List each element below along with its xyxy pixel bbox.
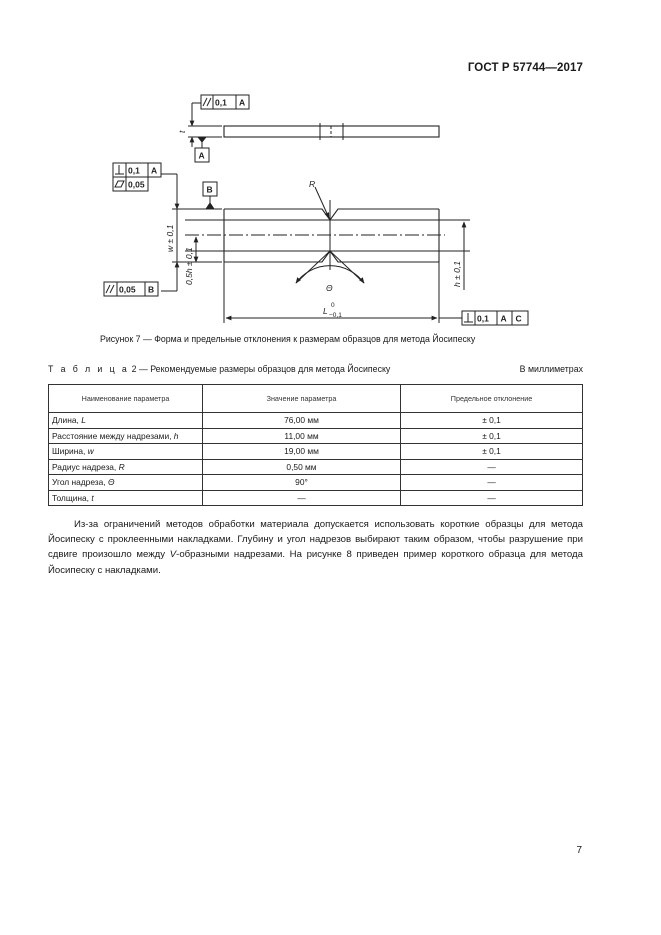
param-symbol: w — [87, 446, 94, 457]
figure-caption: Рисунок 7 — Форма и предельные отклонения к размерам образцов для метода Йосипеску — [100, 334, 476, 344]
param-symbol: L — [81, 415, 86, 426]
param-tolerance: — — [401, 490, 583, 506]
header-tolerance: Предельное отклонение — [401, 385, 583, 413]
param-name — [49, 459, 203, 475]
table-title-prefix: Т а б л и ц а — [48, 364, 130, 374]
paragraph-text — [48, 517, 583, 578]
specimen-drawing — [0, 0, 661, 330]
header-param-name: Наименование параметра — [49, 385, 203, 413]
table-row — [49, 459, 583, 475]
param-name-text: Радиус надреза, — [52, 461, 119, 472]
table-row — [49, 490, 583, 506]
param-symbol: h — [173, 430, 179, 441]
datum-b-label: B — [206, 184, 213, 195]
t-dimension-label: t — [177, 130, 187, 133]
param-name — [49, 444, 203, 460]
param-value: — — [203, 490, 401, 506]
param-value: 11,00 мм — [203, 428, 401, 444]
param-name — [49, 428, 203, 444]
param-name-text: Ширина, — [52, 446, 88, 457]
datum-a-label: A — [198, 150, 205, 161]
w-dimension-label: w ± 0,1 — [165, 224, 175, 252]
param-tolerance: ± 0,1 — [401, 413, 583, 429]
param-name — [49, 413, 203, 429]
table-header-row — [49, 385, 583, 413]
perp-right-datum2: C — [515, 313, 522, 324]
param-symbol: Θ — [107, 477, 115, 488]
param-name-text: Расстояние между надрезами, — [52, 430, 174, 441]
table-title-number: 2 — [131, 364, 137, 374]
paragraph-part1: Из-за ограничений методов обработки материала допускается использовать короткие образцы для метода Йосипеску с проклеенными накладками. Глубину и угол надрезов выбирают таким образом, чтобы разрушение при сдвиге произошло между — [48, 519, 583, 561]
table-units: В миллиметрах — [519, 364, 583, 374]
param-name — [49, 490, 203, 506]
l-lower-tol: −0,1 — [329, 312, 342, 319]
half-h-dimension-label: 0,5h ± 0,1 — [184, 247, 194, 285]
param-name-text: Длина, — [52, 415, 82, 426]
param-name-text: Толщина, — [52, 492, 92, 503]
param-name — [49, 475, 203, 491]
side-view — [188, 103, 439, 148]
r-label: R — [309, 179, 316, 189]
table-title-text: — Рекомендуемые размеры образцов для метода Йосипеску — [136, 364, 391, 374]
flatness-frame-value: 0,05 — [128, 179, 145, 190]
perp-frame-value: 0,1 — [128, 165, 140, 176]
document-header: ГОСТ Р 57744—2017 — [467, 62, 583, 74]
parameters-table — [48, 384, 583, 506]
param-tolerance: — — [401, 459, 583, 475]
param-symbol: R — [118, 461, 125, 472]
table-row — [49, 475, 583, 491]
l-upper-tol: 0 — [331, 302, 335, 309]
frame-top-datum: A — [239, 97, 246, 108]
param-symbol: t — [91, 492, 94, 503]
body-paragraph — [48, 517, 583, 578]
table-row — [49, 413, 583, 429]
table-row — [49, 444, 583, 460]
perp-right-datum1: A — [500, 313, 507, 324]
table-row — [49, 428, 583, 444]
header-param-value: Значение параметра — [203, 385, 401, 413]
param-tolerance: — — [401, 475, 583, 491]
paragraph-part2: -образными надрезами. На рисунке 8 приведен пример короткого образца для метода Йосипеску с накладками. — [48, 549, 583, 576]
page-number: 7 — [576, 845, 582, 856]
l-label: L — [323, 306, 328, 316]
perp-right-value: 0,1 — [477, 313, 489, 324]
paragraph-italic: V — [169, 549, 177, 561]
param-tolerance: ± 0,1 — [401, 444, 583, 460]
param-value: 90° — [203, 475, 401, 491]
table-title — [48, 364, 390, 374]
parallel-left-datum: B — [148, 284, 155, 295]
param-name-text: Угол надреза, — [52, 477, 108, 488]
parallel-left-value: 0,05 — [119, 284, 136, 295]
frame-top-value: 0,1 — [215, 97, 227, 108]
perp-frame-datum: A — [151, 165, 158, 176]
param-value: 0,50 мм — [203, 459, 401, 475]
param-value: 76,00 мм — [203, 413, 401, 429]
theta-label: Θ — [326, 283, 333, 293]
h-dimension-label: h ± 0,1 — [452, 261, 462, 287]
param-tolerance: ± 0,1 — [401, 428, 583, 444]
param-value: 19,00 мм — [203, 444, 401, 460]
